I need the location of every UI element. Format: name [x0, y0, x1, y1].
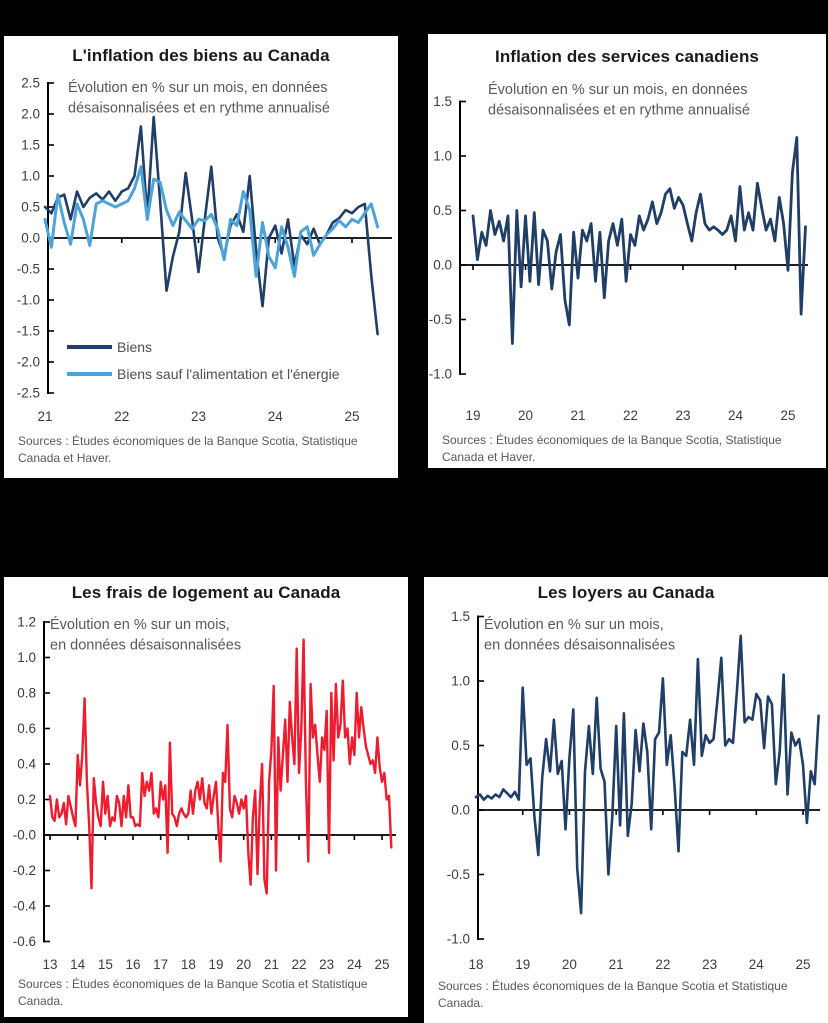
chart-panel-rents — [424, 577, 828, 1023]
x-tick-label: 25 — [780, 408, 796, 423]
goods-inflation-chart — [4, 36, 398, 478]
sources-note-shelter: Sources : Études économiques de la Banque Scotia et Statistique Canada. — [18, 977, 368, 1008]
chart-annotation-line: en données désaisonnalisées — [50, 637, 242, 654]
legend-label: Biens sauf l'alimentation et l'énergie — [117, 366, 340, 382]
x-tick-label: 23 — [675, 408, 691, 423]
y-tick-label: -0.5 — [446, 867, 470, 882]
x-tick-label: 24 — [727, 408, 744, 423]
x-tick-label: 19 — [515, 957, 531, 972]
y-tick-label: -0.5 — [428, 312, 452, 327]
y-tick-label: 1.5 — [21, 137, 40, 153]
sources-note-services: Sources : Études économiques de la Banque Scotia, Statistique Canada et Haver. — [442, 433, 782, 464]
chart-annotation-line: en données désaisonnalisées — [484, 637, 676, 654]
legend-label: Biens — [117, 339, 153, 355]
y-tick-label: -0.4 — [12, 898, 36, 914]
x-tick-label: 25 — [374, 957, 390, 972]
x-tick-label: 22 — [622, 408, 639, 423]
y-tick-label: 1.2 — [17, 614, 36, 630]
series-line-0 — [50, 637, 391, 894]
x-tick-label: 21 — [608, 957, 624, 972]
chart-panel-shelter — [4, 577, 408, 1017]
x-tick-label: 14 — [70, 957, 86, 972]
y-tick-label: 1.0 — [451, 673, 470, 689]
x-tick-label: 22 — [655, 957, 671, 972]
y-tick-label: 2.0 — [21, 106, 40, 122]
y-tick-label: 1.5 — [451, 609, 470, 624]
x-tick-label: 20 — [236, 957, 252, 972]
y-tick-label: 0.0 — [21, 230, 40, 246]
y-tick-label: 0.4 — [17, 756, 36, 772]
chart-title-services: Inflation des services canadiens — [495, 47, 759, 66]
x-tick-label: 22 — [291, 957, 307, 972]
x-tick-label: 25 — [344, 409, 360, 424]
y-tick-label: -0.2 — [12, 863, 36, 878]
y-tick-label: 0.5 — [21, 199, 40, 215]
x-tick-label: 18 — [180, 957, 196, 972]
series-line-0 — [45, 117, 378, 334]
y-tick-label: -1.0 — [446, 931, 470, 947]
chart-panel-services — [428, 34, 826, 468]
x-tick-label: 20 — [561, 957, 577, 972]
y-tick-label: 0.0 — [451, 802, 470, 818]
x-tick-label: 23 — [702, 957, 718, 972]
chart-annotation-line: désaisonnalisées et en rythme annualisé — [488, 102, 750, 119]
y-tick-label: -1.5 — [16, 323, 40, 339]
x-tick-label: 18 — [468, 957, 484, 972]
y-tick-label: -1.0 — [428, 366, 452, 382]
y-tick-label: 2.5 — [21, 75, 40, 91]
x-tick-label: 23 — [319, 957, 335, 972]
y-tick-label: -0.6 — [12, 934, 36, 949]
x-tick-label: 21 — [570, 408, 586, 423]
y-tick-label: 1.0 — [17, 650, 36, 665]
x-tick-label: 22 — [114, 409, 130, 424]
shelter-costs-chart — [4, 577, 408, 1017]
y-tick-label: 0.8 — [17, 685, 36, 701]
y-tick-label: 0.6 — [17, 721, 36, 736]
x-tick-label: 21 — [37, 409, 53, 424]
y-tick-label: 0.0 — [433, 257, 452, 273]
y-tick-label: -1.0 — [16, 292, 40, 308]
services-inflation-chart — [428, 34, 826, 468]
chart-title-shelter: Les frais de logement au Canada — [71, 583, 341, 602]
chart-annotation-line: Évolution en % sur un mois, — [484, 617, 664, 633]
x-tick-label: 23 — [190, 409, 207, 424]
chart-annotation-line: Évolution en % sur un mois, en données — [68, 80, 328, 96]
x-tick-label: 20 — [517, 408, 534, 423]
x-tick-label: 15 — [97, 957, 113, 972]
y-tick-label: 0.5 — [451, 738, 470, 753]
chart-annotation-line: Évolution en % sur un mois, en données — [488, 82, 748, 98]
y-tick-label: -2.0 — [16, 354, 40, 370]
chart-title-goods: L'inflation des biens au Canada — [72, 46, 330, 65]
x-tick-label: 16 — [125, 957, 141, 972]
x-tick-label: 24 — [267, 409, 283, 424]
x-tick-label: 13 — [42, 957, 58, 972]
y-tick-label: 1.0 — [21, 168, 40, 184]
x-tick-label: 21 — [263, 957, 279, 972]
y-tick-label: 1.5 — [433, 94, 452, 109]
x-tick-label: 24 — [748, 957, 764, 972]
x-tick-label: 17 — [153, 957, 169, 972]
x-tick-label: 25 — [795, 957, 811, 972]
y-tick-label: 0.2 — [17, 792, 36, 807]
x-tick-label: 24 — [346, 957, 362, 972]
rents-chart — [424, 577, 828, 1023]
sources-note-goods: Sources : Études économiques de la Banque Scotia, Statistique Canada et Haver. — [18, 434, 358, 465]
y-tick-label: -2.5 — [16, 385, 40, 401]
x-tick-label: 19 — [465, 408, 481, 423]
chart-title-rents: Les loyers au Canada — [537, 583, 715, 602]
chart-panel-goods — [4, 36, 398, 478]
chart-annotation-line: désaisonnalisées et en rythme annualisé — [68, 100, 330, 117]
x-tick-label: 19 — [208, 957, 224, 972]
chart-annotation-line: Évolution en % sur un mois, — [50, 617, 230, 633]
y-tick-label: -0.5 — [16, 261, 40, 277]
sources-note-rents: Sources : Études économiques de la Banque Scotia et Statistique Canada. — [438, 979, 788, 1010]
y-tick-label: 0.5 — [433, 203, 452, 218]
series-line-0 — [476, 636, 819, 913]
y-tick-label: 1.0 — [433, 148, 452, 164]
series-line-0 — [473, 138, 806, 344]
y-tick-label: -0.0 — [12, 827, 36, 843]
series-line-1 — [45, 167, 378, 277]
